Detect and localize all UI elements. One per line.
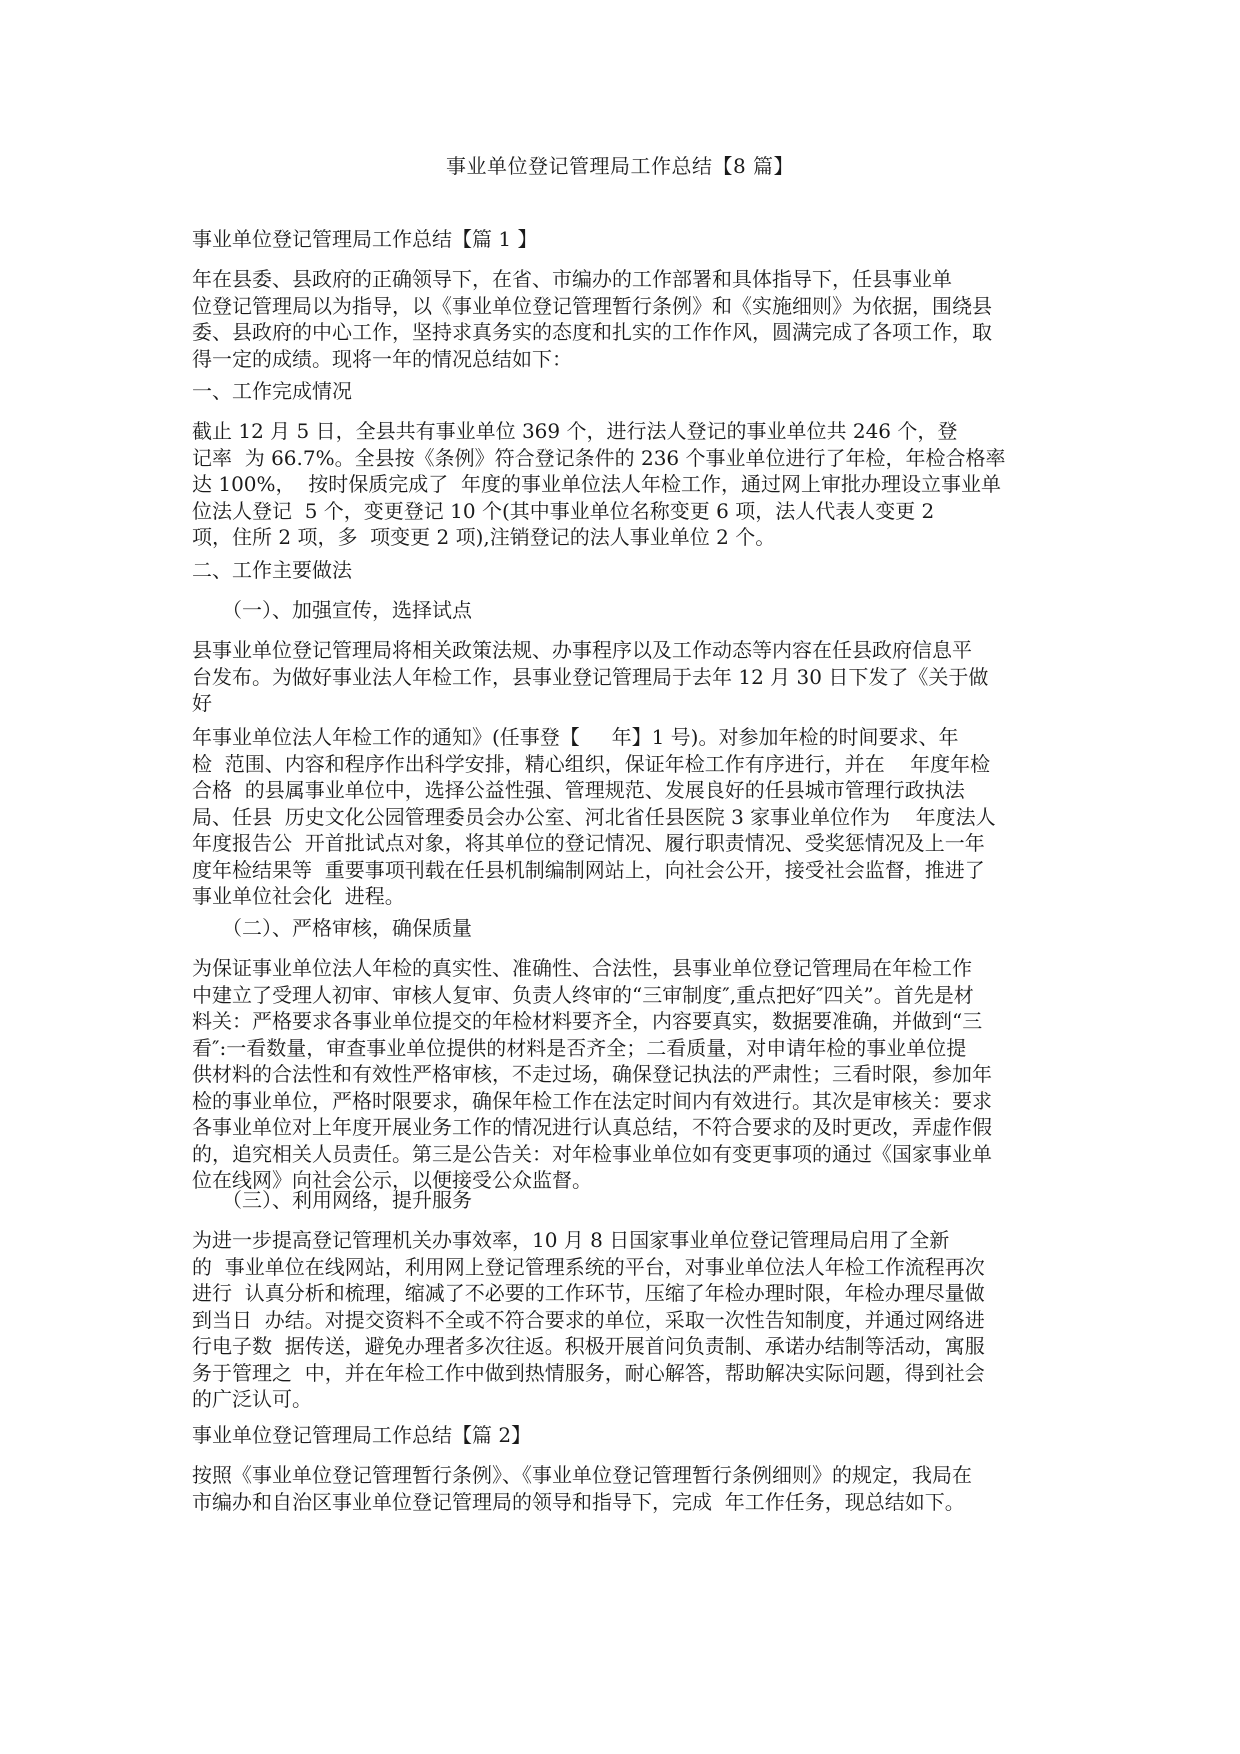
paragraph-publicity: 县事业单位登记管理局将相关政策法规、办事程序以及工作动态等内容在任县政府信息平 台发布。为做好事业法人年检工作，县事业登记管理局于去年 12 月 30 日下发了《关于做 好 [192,638,989,715]
subheading-review: （二）、严格审核，确保质量 [222,916,472,940]
subheading-publicity: （一）、加强宣传，选择试点 [222,598,472,622]
paragraph-notice: 年事业单位法人年检工作的通知》(任事登【 年】1 号)。对参加年检的时间要求、年 检 范围、内容和程序作出科学安排，精心组织，保证年检工作有序进行，并在 年度年检 合格 的县属事业单位中，选择公益性强、管理规范、发展良好的任县城市管理行政执法 局、任县 历史文化公园管理委员会办公室、河北省任县医院 3 家事业单位作为 年度法人 年度报告公 开首批试点对象，将其单位的登记情况、履行职责情况、受奖惩情况及上一年 度年检结果等 重要事项刊载在任县机制编制网站上，向社会公开，接受社会监督，推进了 事业单位社会化 进程。 [192,725,996,908]
section-heading-2: 事业单位登记管理局工作总结【篇 2】 [192,1423,532,1447]
document-title: 事业单位登记管理局工作总结【8 篇】 [445,154,795,178]
section-heading-1: 事业单位登记管理局工作总结【篇 1 】 [192,227,538,251]
subheading-network: （三）、利用网络，提升服务 [222,1188,472,1212]
heading-main-methods: 二、工作主要做法 [192,558,352,582]
paragraph-review: 为保证事业单位法人年检的真实性、准确性、合法性，县事业单位登记管理局在年检工作 中建立了受理人初审、审核人复审、负责人终审的“三审制度″,重点把好″四关”。首先是材 料关：严格要求各事业单位提交的年检材料要齐全，内容要真实，数据要准确，并做到“三 看″:一看数量，审查事业单位提供的材料是否齐全；二看质量，对申请年检的事业单位提 供材料的合法性和有效性严格审核，不走过场，确保登记执法的严肃性；三看时限，参加年 检的事业单位，严格时限要求，确保年检工作在法定时间内有效进行。其次是审核关：要求 各事业单位对上年度开展业务工作的情况进行认真总结，不符合要求的及时更改，弄虚作假 的，追究相关人员责任。第三是公告关：对年检事业单位如有变更事项的通过《国家事业单 位在线网》向社会公示，以便接受公众监督。 [192,956,992,1192]
paragraph-section-2: 按照《事业单位登记管理暂行条例》、《事业单位登记管理暂行条例细则》的规定，我局在 市编办和自治区事业单位登记管理局的领导和指导下，完成 年工作任务，现总结如下。 [192,1463,972,1514]
paragraph-work-completion: 截止 12 月 5 日，全县共有事业单位 369 个，进行法人登记的事业单位共 246 个，登 记率 为 66.7%。全县按《条例》符合登记条件的 236 个事业单位进行了年检，年检合格率 达 100%， 按时保质完成了 年度的事业单位法人年检工作，通过网上审批办理设立事业单 位法人登记 5 个，变更登记 10 个(其中事业单位名称变更 6 项，法人代表人变更 2 项，住所 2 项，多 项变更 2 项),注销登记的法人事业单位 2 个。 [192,419,1006,549]
paragraph-intro: 年在县委、县政府的正确领导下，在省、市编办的工作部署和具体指导下，任县事业单 位登记管理局以为指导，以《事业单位登记管理暂行条例》和《实施细则》为依据，围绕县 委、县政府的中心工作，坚持求真务实的态度和扎实的工作作风，圆满完成了各项工作，取 得一定的成绩。现将一年的情况总结如下： [192,267,992,371]
heading-work-completion: 一、工作完成情况 [192,379,352,403]
paragraph-network: 为进一步提高登记管理机关办事效率，10 月 8 日国家事业单位登记管理局启用了全新 的 事业单位在线网站，利用网上登记管理系统的平台，对事业单位法人年检工作流程再次 进行 认真分析和梳理，缩减了不必要的工作环节，压缩了年检办理时限，年检办理尽量做 到当日 办结。对提交资料不全或不符合要求的单位，采取一次性告知制度，并通过网络进 行电子数 据传送，避免办理者多次往返。积极开展首问负责制、承诺办结制等活动，寓服 务于管理之 中，并在年检工作中做到热情服务，耐心解答，帮助解决实际问题，得到社会 的广泛认可。 [192,1228,985,1411]
